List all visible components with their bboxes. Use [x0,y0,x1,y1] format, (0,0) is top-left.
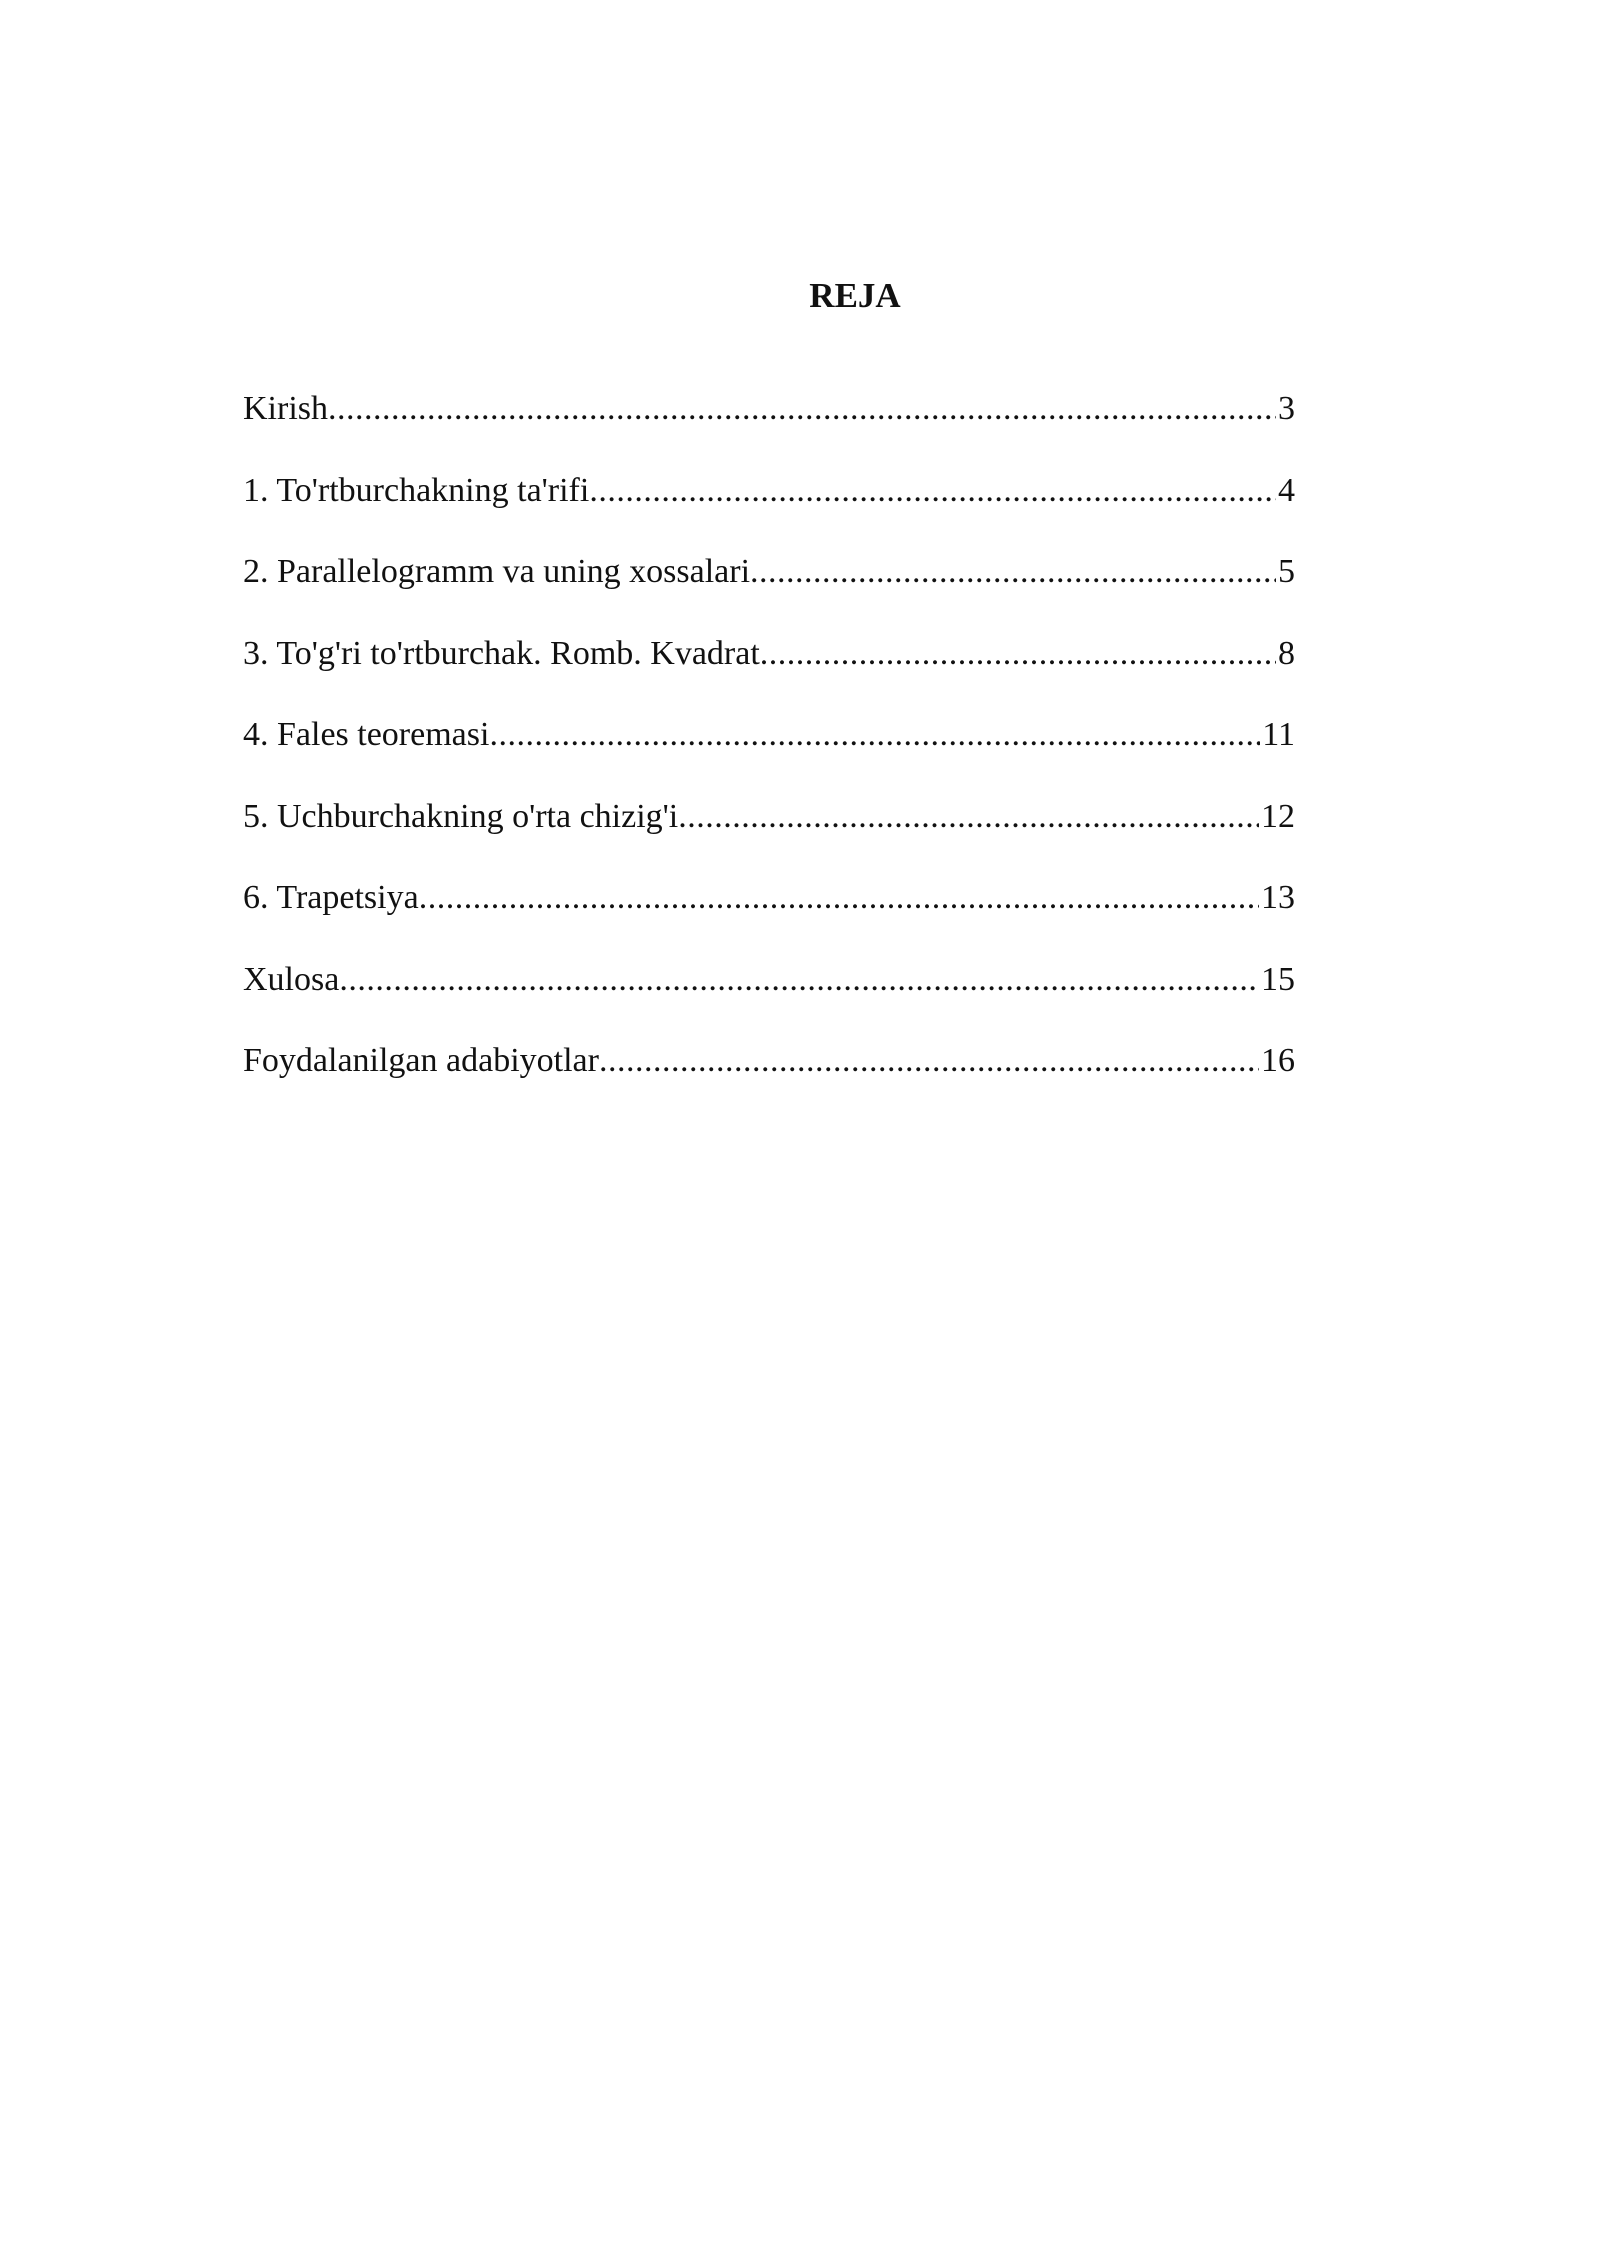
toc-entry[interactable] [243,956,1295,1038]
toc-dot-leader [678,793,1259,841]
toc-entry[interactable] [243,548,1295,630]
table-of-contents [243,385,1295,1119]
toc-entry-label: 1. To'rtburchakning ta'rifi [243,471,590,509]
toc-entry-label: 2. Parallelogramm va uning xossalari [243,553,751,590]
toc-entry-label: Xulosa [243,960,340,998]
toc-entry-page: 3 [1278,390,1295,427]
toc-entry[interactable] [243,630,1295,712]
toc-entry-label: 3. To'g'ri to'rtburchak. Romb. Kvadrat [243,634,760,672]
toc-entry-label: Kirish [243,390,328,427]
toc-entry-page: 15 [1261,960,1295,998]
toc-entry-page: 16 [1261,1042,1295,1079]
toc-entry-page: 11 [1262,716,1295,753]
toc-entry[interactable] [243,467,1295,549]
toc-entry-label: 5. Uchburchakning o'rta chizig'i [243,797,679,835]
toc-entry-label: 6. Trapetsiya [243,879,419,916]
page-title: REJA [809,276,901,315]
toc-entry[interactable] [243,874,1295,956]
toc-dot-leader [589,467,1276,515]
toc-entry-page: 13 [1261,879,1295,916]
toc-dot-leader [599,1037,1259,1085]
toc-dot-leader [419,874,1259,922]
toc-entry-label: 4. Fales teoremasi [243,716,490,753]
toc-entry[interactable] [243,1037,1295,1119]
toc-dot-leader [328,385,1276,433]
toc-entry[interactable] [243,793,1295,875]
toc-entry-page: 8 [1278,634,1295,672]
toc-dot-leader [760,630,1276,678]
toc-entry-page: 5 [1278,553,1295,590]
toc-dot-leader [750,548,1276,596]
toc-entry-page: 12 [1261,797,1295,835]
toc-entry[interactable] [243,711,1295,793]
toc-dot-leader [339,956,1259,1004]
toc-entry[interactable] [243,385,1295,467]
toc-entry-label: Foydalanilgan adabiyotlar [243,1042,599,1079]
toc-dot-leader [489,711,1260,759]
toc-entry-page: 4 [1278,471,1295,509]
